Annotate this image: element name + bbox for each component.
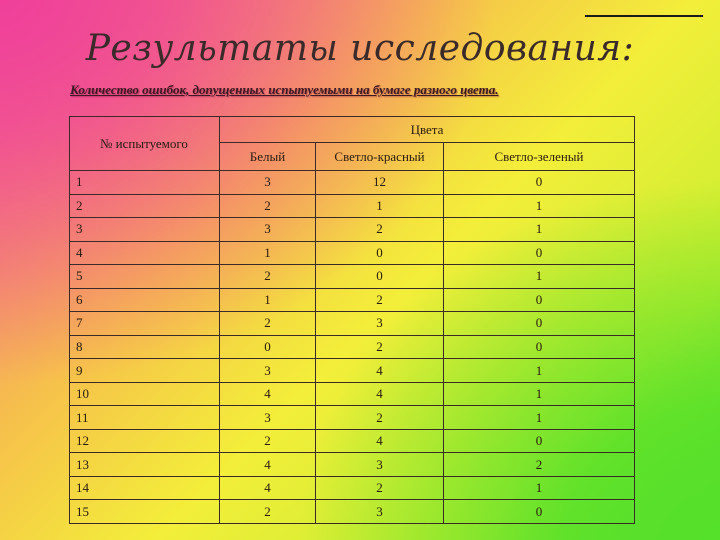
- white-errors-cell: 1: [220, 288, 316, 312]
- subject-number-cell: 10: [70, 382, 220, 406]
- page-title: Результаты исследования:: [85, 28, 635, 69]
- light-green-errors-cell: 1: [444, 218, 635, 242]
- table-header-row-top: [70, 117, 635, 143]
- light-red-errors-cell: 4: [316, 359, 444, 383]
- light-red-errors-cell: 2: [316, 288, 444, 312]
- subject-number-cell: 3: [70, 218, 220, 242]
- light-red-errors-cell: 3: [316, 312, 444, 336]
- light-green-errors-cell: 1: [444, 265, 635, 289]
- page-subtitle: Количество ошибок, допущенных испытуемыми на бумаге разного цвета.: [70, 82, 499, 97]
- light-green-errors-cell: 0: [444, 288, 635, 312]
- decorative-rule: [585, 15, 703, 17]
- table-row: [70, 429, 635, 453]
- table-row: [70, 476, 635, 500]
- subject-number-cell: 1: [70, 171, 220, 195]
- subject-number-cell: 7: [70, 312, 220, 336]
- light-red-errors-cell: 3: [316, 500, 444, 524]
- light-green-errors-cell: 0: [444, 429, 635, 453]
- table-row: [70, 359, 635, 383]
- light-red-errors-cell: 0: [316, 265, 444, 289]
- table-row: [70, 194, 635, 218]
- subject-number-cell: 2: [70, 194, 220, 218]
- light-green-errors-cell: 2: [444, 453, 635, 477]
- column-header-light-red: Светло-красный: [316, 143, 444, 171]
- light-red-errors-cell: 12: [316, 171, 444, 195]
- subject-number-cell: 8: [70, 335, 220, 359]
- white-errors-cell: 3: [220, 359, 316, 383]
- white-errors-cell: 2: [220, 500, 316, 524]
- light-green-errors-cell: 1: [444, 194, 635, 218]
- light-red-errors-cell: 2: [316, 476, 444, 500]
- table-row: [70, 382, 635, 406]
- subject-number-cell: 12: [70, 429, 220, 453]
- table-row: [70, 406, 635, 430]
- light-red-errors-cell: 2: [316, 406, 444, 430]
- light-green-errors-cell: 1: [444, 359, 635, 383]
- results-table: [69, 116, 635, 524]
- white-errors-cell: 2: [220, 265, 316, 289]
- white-errors-cell: 4: [220, 453, 316, 477]
- table-row: [70, 453, 635, 477]
- subject-number-cell: 4: [70, 241, 220, 265]
- table-row: [70, 241, 635, 265]
- white-errors-cell: 1: [220, 241, 316, 265]
- light-green-errors-cell: 0: [444, 335, 635, 359]
- light-green-errors-cell: 0: [444, 241, 635, 265]
- subject-number-cell: 15: [70, 500, 220, 524]
- white-errors-cell: 2: [220, 194, 316, 218]
- table-row: [70, 218, 635, 242]
- light-red-errors-cell: 3: [316, 453, 444, 477]
- table-row: [70, 288, 635, 312]
- light-red-errors-cell: 2: [316, 218, 444, 242]
- table-row: [70, 312, 635, 336]
- light-red-errors-cell: 4: [316, 429, 444, 453]
- white-errors-cell: 3: [220, 406, 316, 430]
- subject-number-cell: 6: [70, 288, 220, 312]
- subject-number-cell: 11: [70, 406, 220, 430]
- column-header-white: Белый: [220, 143, 316, 171]
- light-green-errors-cell: 0: [444, 500, 635, 524]
- light-green-errors-cell: 0: [444, 312, 635, 336]
- subject-number-cell: 13: [70, 453, 220, 477]
- light-green-errors-cell: 1: [444, 382, 635, 406]
- table-row: [70, 335, 635, 359]
- white-errors-cell: 3: [220, 171, 316, 195]
- light-green-errors-cell: 0: [444, 171, 635, 195]
- light-green-errors-cell: 1: [444, 406, 635, 430]
- light-red-errors-cell: 0: [316, 241, 444, 265]
- table-row: [70, 265, 635, 289]
- column-header-light-green: Светло-зеленый: [444, 143, 635, 171]
- white-errors-cell: 3: [220, 218, 316, 242]
- white-errors-cell: 2: [220, 429, 316, 453]
- white-errors-cell: 4: [220, 382, 316, 406]
- light-red-errors-cell: 2: [316, 335, 444, 359]
- light-red-errors-cell: 4: [316, 382, 444, 406]
- white-errors-cell: 0: [220, 335, 316, 359]
- subject-number-header: № испытуемого: [70, 117, 220, 171]
- light-green-errors-cell: 1: [444, 476, 635, 500]
- colors-group-header: Цвета: [220, 117, 635, 143]
- subject-number-cell: 5: [70, 265, 220, 289]
- white-errors-cell: 4: [220, 476, 316, 500]
- table-row: [70, 500, 635, 524]
- white-errors-cell: 2: [220, 312, 316, 336]
- subject-number-cell: 9: [70, 359, 220, 383]
- table-row: [70, 171, 635, 195]
- light-red-errors-cell: 1: [316, 194, 444, 218]
- subject-number-cell: 14: [70, 476, 220, 500]
